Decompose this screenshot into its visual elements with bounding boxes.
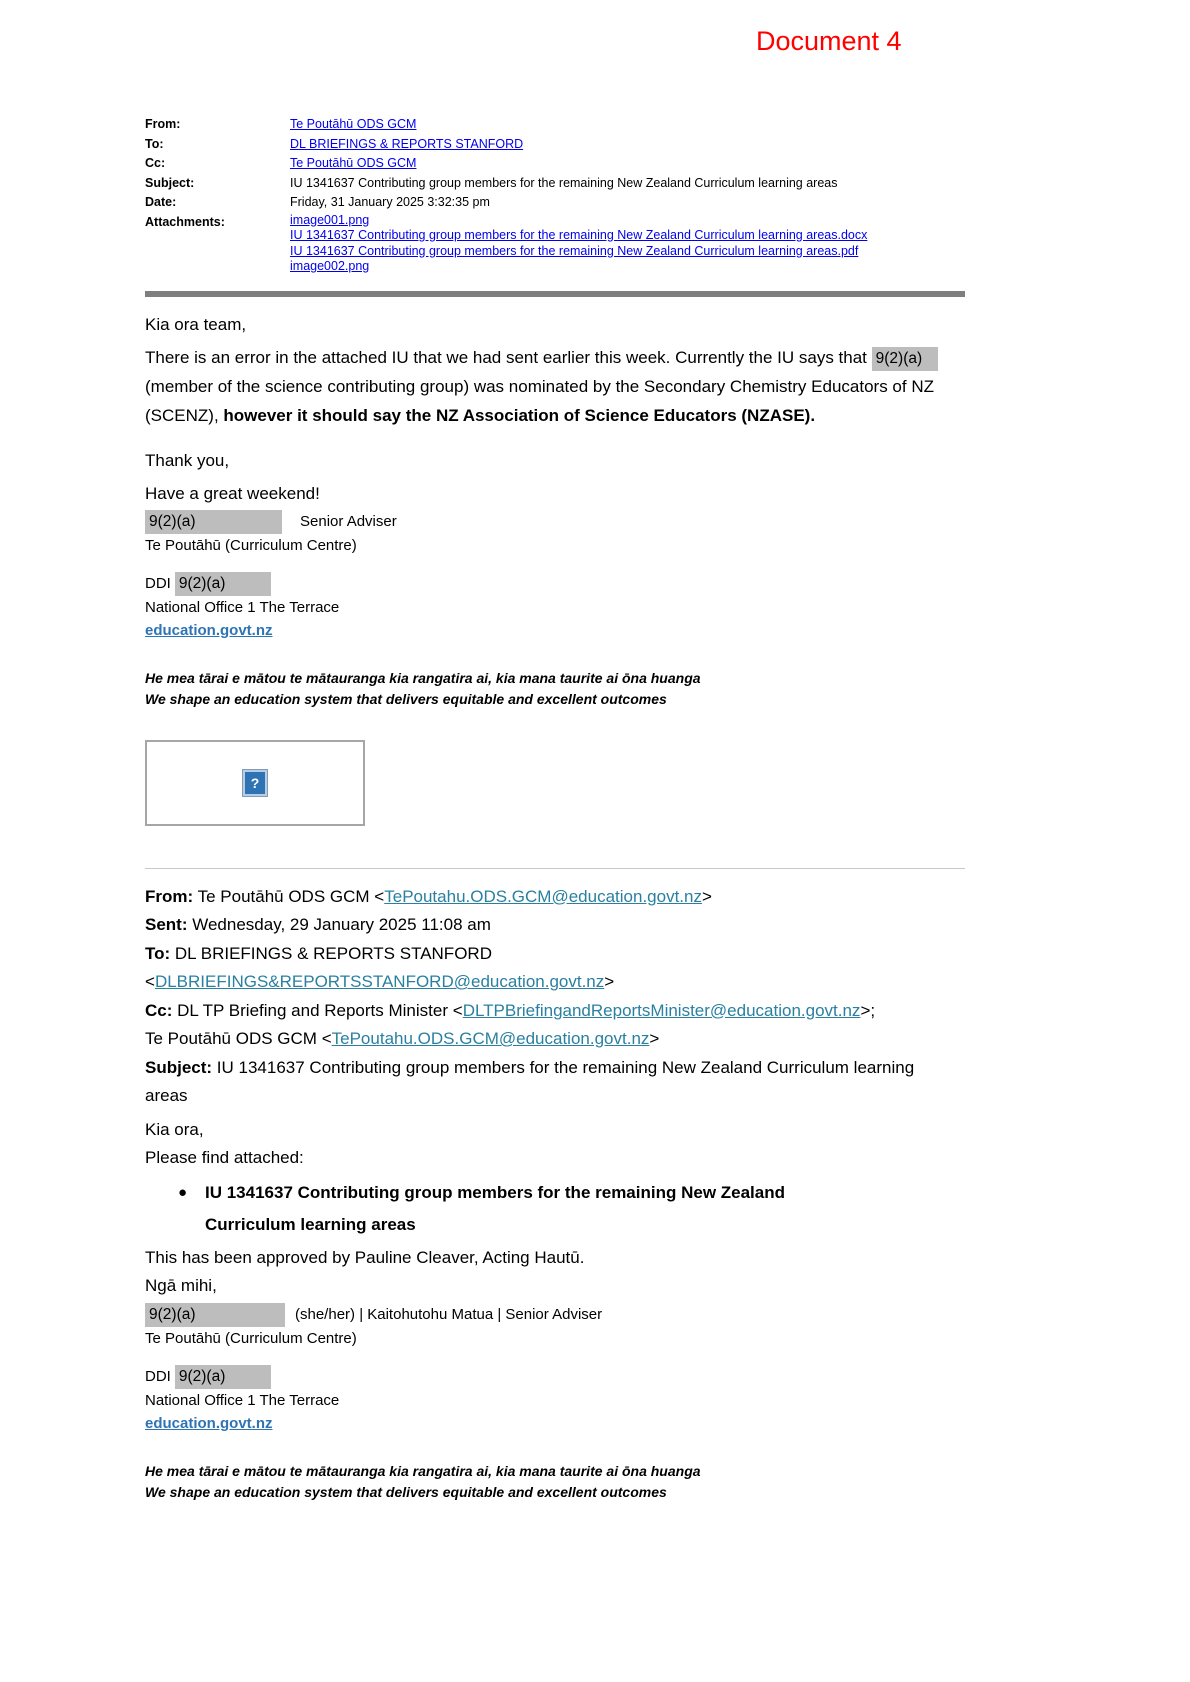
quoted-email-divider — [145, 868, 965, 869]
quoted-sent-value: Wednesday, 29 January 2025 11:08 am — [192, 915, 491, 934]
header-row-to — [145, 135, 965, 155]
signature2-website-line — [145, 1412, 965, 1435]
date-label: Date: — [145, 195, 177, 209]
quoted-cc-line — [145, 997, 937, 1026]
quoted-to-email-link[interactable]: DLBRIEFINGS&REPORTSSTANFORD@education.govt.nz — [154, 972, 605, 991]
signature1-address: National Office 1 The Terrace — [145, 598, 340, 616]
quoted-cc-label: Cc: — [145, 1000, 173, 1020]
subject-value: IU 1341637 Contributing group members for the remaining New Zealand Curriculum learning areas — [290, 175, 838, 190]
angle-open: < — [145, 972, 155, 991]
signature1-website-line — [145, 619, 965, 642]
signature2-org: Te Poutāhū (Curriculum Centre) — [145, 1329, 357, 1347]
email-header-block — [145, 115, 965, 275]
signature2-spacer — [145, 1350, 965, 1365]
header-row-from — [145, 115, 965, 135]
attachment-link-docx[interactable]: IU 1341637 Contributing group members for the remaining New Zealand Curriculum learning areas.docx — [290, 228, 868, 242]
attachment-link-image002[interactable]: image002.png — [290, 259, 370, 273]
signature-block-2 — [145, 1303, 965, 1435]
motto-english-line: We shape an education system that delivers equitable and excellent outcomes — [145, 1483, 667, 1500]
signature2-address: National Office 1 The Terrace — [145, 1391, 340, 1409]
to-value-link[interactable]: DL BRIEFINGS & REPORTS STANFORD — [290, 136, 524, 151]
education-govt-nz-link[interactable]: education.govt.nz — [145, 621, 273, 639]
angle-open: < — [321, 1029, 332, 1048]
closing-line: Ngā mihi, — [145, 1276, 217, 1295]
broken-image-placeholder — [145, 740, 365, 826]
header-divider-rule — [145, 291, 965, 297]
angle-open: < — [374, 886, 385, 906]
redaction-box-inline: 9(2)(a) — [872, 347, 938, 371]
redaction-box-ddi2: 9(2)(a) — [175, 1365, 271, 1389]
motto-maori-line: He mea tārai e mātou te mātauranga kia rangatira ai, kia mana taurite ai ōna huanga — [145, 1462, 701, 1479]
to-label: To: — [145, 136, 164, 151]
quoted-to-name: DL BRIEFINGS & REPORTS STANFORD — [174, 943, 492, 963]
quoted-from-label: From: — [145, 886, 194, 906]
attachments-list — [290, 213, 867, 275]
signature1-name-line — [145, 510, 965, 534]
quoted-to-label: To: — [145, 943, 171, 963]
from-value-link[interactable]: Te Poutāhū ODS GCM — [290, 117, 417, 131]
quoted-cc2-line — [145, 1025, 937, 1054]
subject-label: Subject: — [145, 175, 195, 190]
cc-label: Cc: — [145, 156, 166, 170]
quoted-from-line — [145, 883, 937, 912]
ddi-label: DDI — [145, 574, 171, 592]
angle-close: > — [604, 972, 615, 991]
quoted-email — [145, 883, 937, 1301]
from-label: From: — [145, 117, 181, 131]
email-body — [145, 310, 967, 508]
attachment-bullet-item — [178, 1177, 937, 1242]
quoted-subject-label: Subject: — [145, 1057, 213, 1077]
quoted-cc-name: DL TP Briefing and Reports Minister — [177, 1000, 449, 1020]
angle-close: > — [649, 1029, 660, 1048]
redaction-box-name2: 9(2)(a) — [145, 1303, 285, 1327]
ddi-label: DDI — [145, 1367, 171, 1385]
quoted-sent-label: Sent: — [145, 915, 188, 934]
angle-open: < — [452, 1000, 463, 1020]
header-row-attachments — [145, 213, 965, 275]
angle-close-semicolon: >; — [860, 1000, 876, 1020]
quoted-from-email-link[interactable]: TePoutahu.ODS.GCM@education.govt.nz — [384, 886, 702, 906]
ministry-motto — [145, 668, 965, 710]
quoted-sent-line — [145, 911, 937, 940]
header-row-cc — [145, 154, 965, 174]
paragraph-text-bold: however it should say the NZ Association of Science Educators (NZASE). — [223, 405, 816, 425]
cc-value-link[interactable]: Te Poutāhū ODS GCM — [290, 156, 417, 170]
signature1-spacer — [145, 557, 965, 572]
attachment-link-pdf[interactable]: IU 1341637 Contributing group members for the remaining New Zealand Curriculum learning areas.pdf — [290, 243, 859, 258]
angle-close: > — [702, 886, 712, 906]
thank-you-line: Thank you, — [145, 450, 230, 470]
header-row-subject — [145, 174, 965, 194]
approved-line: This has been approved by Pauline Cleaver, Acting Hautū. — [145, 1247, 585, 1267]
error-paragraph — [145, 343, 967, 430]
date-value: Friday, 31 January 2025 3:32:35 pm — [290, 195, 490, 209]
signature1-title: Senior Adviser — [300, 512, 397, 530]
attachments-label: Attachments: — [145, 214, 225, 229]
quoted-greeting: Kia ora, — [145, 1119, 204, 1139]
weekend-line: Have a great weekend! — [145, 483, 320, 503]
redaction-box-ddi: 9(2)(a) — [175, 572, 271, 596]
signature2-name-line — [145, 1303, 965, 1327]
education-govt-nz-link[interactable]: education.govt.nz — [145, 1414, 273, 1432]
quoted-to-line — [145, 940, 937, 969]
bullet-icon: ● — [178, 1183, 188, 1201]
quoted-cc-email-link[interactable]: DLTPBriefingandReportsMinister@education.govt.nz — [462, 1000, 861, 1020]
attachment-link-image001[interactable]: image001.png — [290, 212, 370, 227]
greeting-line: Kia ora team, — [145, 314, 247, 334]
signature-block-1 — [145, 510, 965, 642]
broken-image-icon: ? — [243, 770, 267, 796]
quoted-to-email-line — [145, 968, 937, 997]
motto-english-line: We shape an education system that delivers equitable and excellent outcomes — [145, 690, 667, 707]
ministry-motto-2 — [145, 1461, 965, 1503]
quoted-subject-value: IU 1341637 Contributing group members for the remaining New Zealand Curriculum learning areas — [145, 1057, 915, 1105]
quoted-attached-intro: Please find attached: — [145, 1148, 304, 1167]
header-row-date — [145, 193, 965, 213]
quoted-cc2-email-link[interactable]: TePoutahu.ODS.GCM@education.govt.nz — [331, 1029, 650, 1048]
quoted-subject-line — [145, 1054, 937, 1111]
bullet-text: IU 1341637 Contributing group members for the remaining New Zealand Curriculum learning areas — [205, 1182, 786, 1234]
signature2-ddi-line — [145, 1365, 965, 1389]
paragraph-text-before: There is an error in the attached IU that we had sent earlier this week. Currently the IU says that — [145, 347, 872, 367]
signature1-org: Te Poutāhū (Curriculum Centre) — [145, 536, 357, 554]
document-number-label: Document 4 — [756, 26, 902, 56]
quoted-cc2-name: Te Poutāhū ODS GCM — [145, 1029, 317, 1048]
motto-maori-line: He mea tārai e mātou te mātauranga kia rangatira ai, kia mana taurite ai ōna huanga — [145, 669, 701, 686]
paragraph-text-mid: (member of the science contributing group) was nominated by the Secondary Chemistry Educators of NZ (SCENZ), — [145, 376, 934, 425]
signature1-ddi-line — [145, 572, 965, 596]
redaction-box-name: 9(2)(a) — [145, 510, 282, 534]
signature2-title: (she/her) | Kaitohutohu Matua | Senior Adviser — [295, 1305, 603, 1323]
quoted-from-name: Te Poutāhū ODS GCM — [197, 886, 370, 906]
